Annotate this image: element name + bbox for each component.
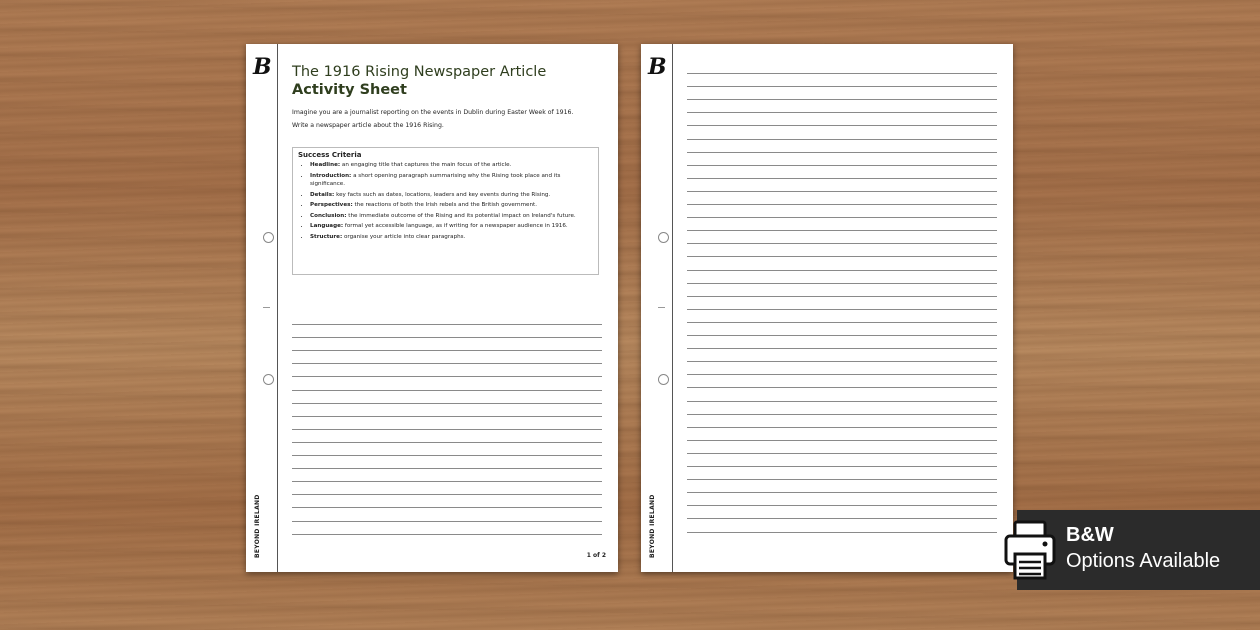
writing-line — [687, 348, 997, 349]
worksheet-subtitle: Activity Sheet — [292, 82, 407, 98]
writing-line — [687, 453, 997, 454]
worksheet-title: The 1916 Rising Newspaper Article — [292, 64, 547, 80]
binding-margin — [641, 44, 673, 572]
writing-line — [687, 243, 997, 244]
writing-line — [687, 73, 997, 74]
writing-line — [292, 494, 602, 495]
criteria-item: • Language: formal yet accessible language, as if writing for a newspaper audience in 1916. — [310, 222, 593, 231]
writing-line — [687, 230, 997, 231]
criteria-item: • Structure: organise your article into clear paragraphs. — [310, 233, 593, 242]
brand-label: BEYOND IRELAND — [254, 494, 261, 558]
success-criteria-title: Success Criteria — [298, 151, 362, 159]
writing-line — [687, 256, 997, 257]
punch-hole — [658, 374, 669, 385]
writing-line — [687, 125, 997, 126]
writing-line — [687, 505, 997, 506]
punch-hole — [263, 232, 274, 243]
writing-line — [292, 442, 602, 443]
beyond-logo: B — [648, 54, 667, 80]
writing-line — [687, 492, 997, 493]
fold-mark — [658, 307, 665, 308]
writing-line — [292, 337, 602, 338]
writing-line — [292, 534, 602, 535]
writing-line — [687, 387, 997, 388]
writing-line — [292, 429, 602, 430]
writing-line — [687, 401, 997, 402]
criteria-item: • Details: key facts such as dates, locations, leaders and key events during the Rising. — [310, 191, 593, 200]
intro-text: Imagine you are a journalist reporting on the events in Dublin during Easter Week of 1916. — [292, 109, 574, 116]
writing-line — [687, 112, 997, 113]
writing-line — [687, 309, 997, 310]
writing-line — [292, 455, 602, 456]
criteria-item: • Conclusion: the immediate outcome of the Rising and its potential impact on Ireland's future. — [310, 212, 593, 221]
writing-line — [292, 390, 602, 391]
writing-line — [292, 376, 602, 377]
writing-line — [687, 283, 997, 284]
printer-icon — [1004, 518, 1056, 582]
writing-line — [687, 178, 997, 179]
success-criteria-box — [292, 147, 599, 275]
writing-line — [292, 481, 602, 482]
bw-title: B&W — [1066, 524, 1114, 546]
writing-line — [687, 165, 997, 166]
writing-line — [292, 350, 602, 351]
writing-line — [687, 427, 997, 428]
writing-line — [292, 324, 602, 325]
writing-line — [687, 335, 997, 336]
writing-line — [687, 361, 997, 362]
page-number: 1 of 2 — [586, 552, 606, 559]
writing-line — [292, 416, 602, 417]
writing-line — [687, 414, 997, 415]
punch-hole — [263, 374, 274, 385]
writing-line — [292, 521, 602, 522]
writing-line — [292, 403, 602, 404]
writing-line — [687, 518, 997, 519]
writing-line — [687, 152, 997, 153]
instruction-text: Write a newspaper article about the 1916 Rising. — [292, 122, 444, 129]
worksheet-page-2 — [641, 44, 1013, 572]
criteria-item: • Introduction: a short opening paragraph summarising why the Rising took place and its significance. — [310, 172, 593, 189]
writing-line — [687, 139, 997, 140]
binding-margin — [246, 44, 278, 572]
writing-line — [687, 440, 997, 441]
bw-subtitle: Options Available — [1066, 550, 1221, 572]
writing-line — [687, 204, 997, 205]
criteria-item: • Headline: an engaging title that captures the main focus of the article. — [310, 161, 593, 170]
fold-mark — [263, 307, 270, 308]
writing-line — [687, 532, 997, 533]
criteria-item: • Perspectives: the reactions of both the Irish rebels and the British government. — [310, 201, 593, 210]
writing-line — [687, 270, 997, 271]
criteria-list — [298, 161, 593, 241]
writing-line — [687, 217, 997, 218]
writing-line — [687, 466, 997, 467]
writing-line — [687, 322, 997, 323]
writing-line — [687, 86, 997, 87]
writing-line — [292, 468, 602, 469]
beyond-logo: B — [253, 54, 272, 80]
writing-line — [687, 99, 997, 100]
writing-line — [687, 296, 997, 297]
writing-line — [687, 191, 997, 192]
writing-line — [687, 374, 997, 375]
brand-label: BEYOND IRELAND — [649, 494, 656, 558]
worksheet-page-1 — [246, 44, 618, 572]
writing-line — [292, 507, 602, 508]
punch-hole — [658, 232, 669, 243]
writing-line — [292, 363, 602, 364]
writing-line — [687, 479, 997, 480]
